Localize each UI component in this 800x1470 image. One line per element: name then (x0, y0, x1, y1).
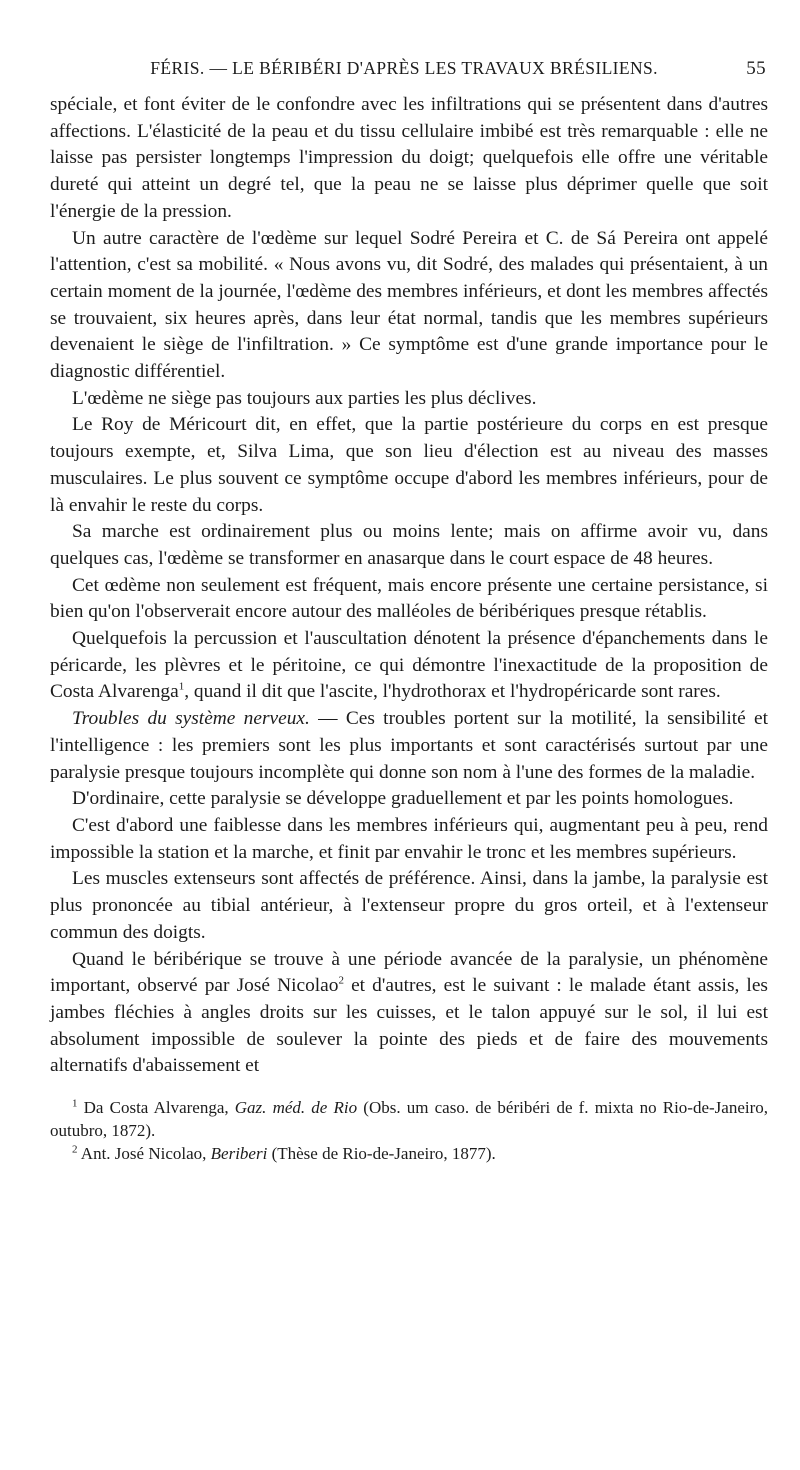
book-page (50, 58, 768, 1165)
running-title: FÉRIS. — LE BÉRIBÉRI D'APRÈS LES TRAVAUX BRÉSILIENS. (150, 58, 658, 78)
paragraph-text: et d'autres, est le suivant : le malade étant assis, les jambes fléchies à angles droits sur les cuisses, et le talon appuyé sur le sol, il lui est absolument impossible de soulever la pointe des pieds et de faire des mouvements alternatifs d'abaissement et (50, 975, 768, 1077)
running-header (50, 58, 768, 80)
paragraph (50, 706, 768, 786)
paragraph: spéciale, et font éviter de le confondre avec les infiltrations qui se présentent dans d'autres affections. L'élasticité de la peau et du tissu cellulaire imbibé est très remarquable : elle ne laisse pas persister longtemps l'impression du doigt; quelquefois elle offre une véritable dureté qui atteint un degré tel, que la peau ne se laisse plus déprimer quelle que soit l'énergie de la pression. (50, 94, 768, 222)
footnote-text: (Obs. um caso. de béribéri de f. mixta no Rio-de-Janeiro, outubro, 1872). (50, 1098, 768, 1141)
footnote-text: Da Costa Alvarenga, (77, 1098, 235, 1118)
paragraph-text: — Ces troubles portent sur la motilité, la sensibilité et l'intelligence : les premiers sont les plus importants et sont caractérisés surtout par une paralysie presque toujours incomplète qui donne son nom à l'une des formes de la maladie. (50, 708, 768, 783)
paragraph (50, 947, 768, 1081)
paragraph-text: Quand le béribérique se trouve à une période avancée de la paralysie, un phénomène important, observé par José Nicolao (50, 948, 768, 997)
footnote-reference[interactable]: 1 (178, 681, 185, 693)
page-number: 55 (746, 58, 766, 79)
footnote-text: (Thèse de Rio-de-Janeiro, 1877). (267, 1144, 496, 1164)
paragraph-text: , quand il dit que l'ascite, l'hydrothorax et l'hydropéricarde sont rares. (184, 681, 721, 703)
footnote-reference[interactable]: 2 (338, 974, 344, 987)
paragraph (50, 626, 768, 706)
footnotes (50, 1096, 768, 1165)
paragraph: D'ordinaire, cette paralysie se développe graduellement et par les points homologues. (72, 788, 734, 810)
footnote-mark: 2 (72, 1143, 78, 1156)
section-heading: Troubles du système nerveux. (72, 708, 310, 730)
footnote (50, 1096, 768, 1142)
paragraph-text: Quelquefois la percussion et l'auscultation dénotent la présence d'épanchements dans le péricarde, les plèvres et le péritoine, ce qui démontre l'inexactitude de la proposition de Costa Alvarenga (50, 628, 768, 703)
paragraph: Cet œdème non seulement est fréquent, mais encore présente une certaine persistance, si bien qu'on l'observerait encore autour des malléoles de béribériques presque rétablis. (50, 574, 768, 623)
footnote-text: Ant. José Nicolao, (77, 1144, 211, 1164)
paragraph: Un autre caractère de l'œdème sur lequel Sodré Pereira et C. de Sá Pereira ont appelé l'attention, c'est sa mobilité. « Nous avons vu, dit Sodré, des malades qui présentaient, à un certain moment de la journée, l'œdème des membres inférieurs, et dont les membres affectés se trouvaient, six heures après, dans leur état normal, tandis que les membres supérieurs devenaient le siège de l'infiltration. » Ce symptôme est d'une grande importance pour le diagnostic différentiel. (50, 227, 768, 383)
paragraph: L'œdème ne siège pas toujours aux parties les plus déclives. (72, 387, 537, 409)
footnote (50, 1142, 768, 1165)
footnote-source-title: Beriberi (210, 1144, 268, 1164)
footnote-mark: 1 (72, 1097, 78, 1110)
paragraph: C'est d'abord une faiblesse dans les membres inférieurs qui, augmentant peu à peu, rend impossible la station et la marche, et finit par envahir le tronc et les membres supérieurs. (50, 814, 768, 863)
body-text (50, 92, 768, 1080)
paragraph: Sa marche est ordinairement plus ou moins lente; mais on affirme avoir vu, dans quelques cas, l'œdème se transformer en anasarque dans le court espace de 48 heures. (50, 521, 768, 569)
paragraph: Les muscles extenseurs sont affectés de préférence. Ainsi, dans la jambe, la paralysie est plus prononcée au tibial antérieur, à l'extenseur propre du gros orteil, et à l'extenseur commun des doigts. (50, 868, 768, 943)
footnote-source-title: Gaz. méd. de Rio (234, 1098, 358, 1118)
paragraph: Le Roy de Méricourt dit, en effet, que la partie postérieure du corps en est presque toujours exempte, et, Silva Lima, que son lieu d'élection est au niveau des masses musculaires. Le plus souvent ce symptôme occupe d'abord les membres inférieurs, pour de là envahir le reste du corps. (50, 414, 768, 516)
